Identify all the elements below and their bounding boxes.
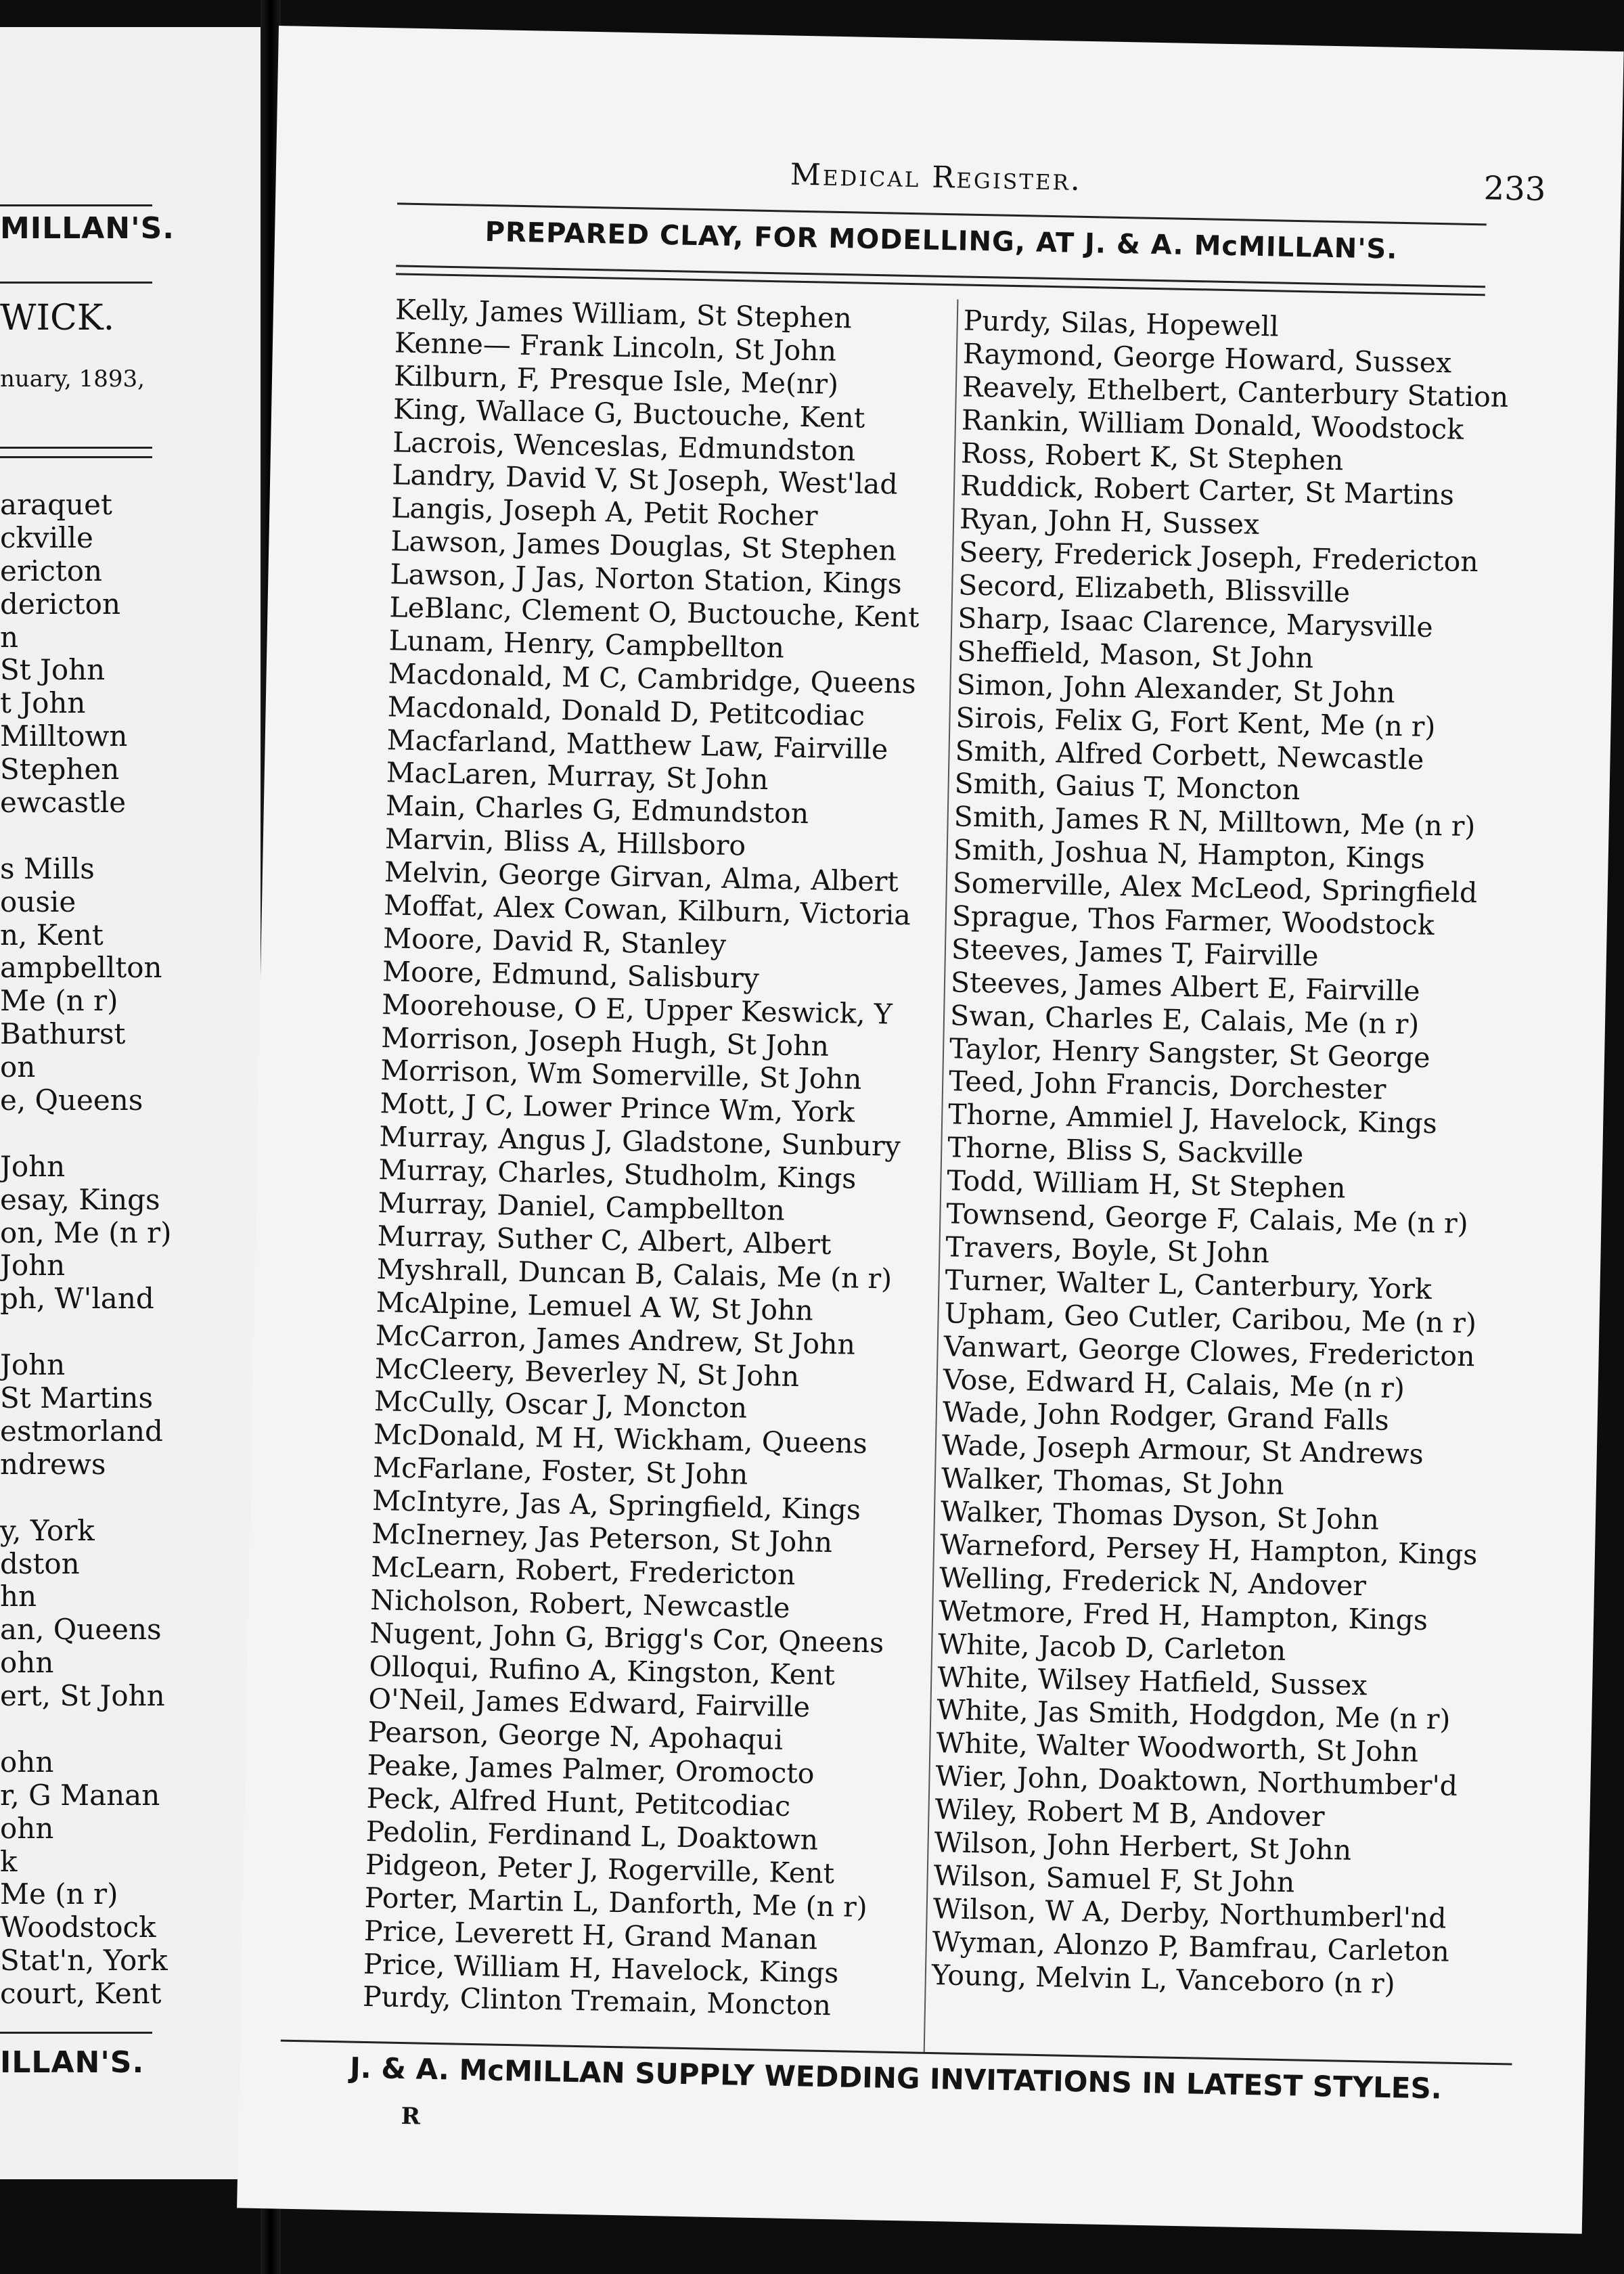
register-entry: Townsend, George F, Calais, Me (n r): [946, 1197, 1469, 1241]
register-entry: O'Neil, James Edward, Fairville: [368, 1682, 811, 1724]
left-page-line: n, Kent: [0, 918, 104, 952]
left-rule-upper: [0, 447, 152, 449]
register-entry: Sharp, Isaac Clarence, Marysville: [957, 602, 1434, 644]
left-page-line: e, Queens: [0, 1084, 143, 1117]
left-page-line: John: [0, 1149, 66, 1183]
register-entry: Peck, Alfred Hunt, Petitcodiac: [366, 1782, 791, 1823]
left-page-line: dericton: [0, 587, 120, 621]
register-entry: Murray, Charles, Studholm, Kings: [378, 1153, 857, 1195]
left-rule-lower: [0, 456, 152, 458]
left-top-rule: [0, 204, 152, 206]
register-entry: Walker, Thomas, St John: [941, 1462, 1285, 1502]
register-entry: Vose, Edward H, Calais, Me (n r): [943, 1362, 1405, 1404]
left-page-line: ampbellton: [0, 951, 162, 985]
register-entry: Pearson, George N, Apohaqui: [367, 1716, 784, 1757]
register-entry: Steeves, James T, Fairville: [951, 933, 1320, 973]
register-entry: Upham, Geo Cutler, Caribou, Me (n r): [944, 1296, 1477, 1340]
register-entry: McAlpine, Lemuel A W, St John: [376, 1285, 814, 1327]
left-page-line: araquet: [0, 488, 112, 521]
left-page-line: t John: [0, 686, 86, 720]
left-page-line: y, York: [0, 1513, 95, 1547]
register-entry: Nugent, John G, Brigg's Cor, Qneens: [369, 1616, 884, 1659]
top-advertisement: PREPARED CLAY, FOR MODELLING, AT J. & A. McMILLAN'S.: [484, 216, 1398, 265]
register-column-left: [363, 293, 957, 2024]
register-entry: Landry, David V, St Joseph, West'lad: [391, 458, 899, 501]
register-entry: Murray, Angus J, Gladstone, Sunbury: [379, 1120, 901, 1163]
register-entry: Porter, Martin L, Danforth, Me (n r): [364, 1881, 868, 1923]
left-page-line: ph, W'land: [0, 1282, 154, 1316]
left-page-line: ewcastle: [0, 786, 127, 820]
register-entry: LeBlanc, Clement O, Buctouche, Kent: [389, 591, 920, 634]
left-page-line: ohn: [0, 1646, 54, 1680]
register-entry: Nicholson, Robert, Newcastle: [369, 1583, 790, 1624]
left-page-line: John: [0, 1348, 66, 1382]
register-entry: Travers, Boyle, St John: [945, 1230, 1270, 1270]
register-entry: Simon, John Alexander, St John: [956, 668, 1396, 709]
register-entry: Peake, James Palmer, Oromocto: [367, 1749, 815, 1790]
register-entry: Kilburn, F, Presque Isle, Me(nr): [393, 359, 839, 401]
left-page-line: Me (n r): [0, 1877, 118, 1911]
register-entry: Macdonald, Donald D, Petitcodiac: [387, 690, 865, 732]
register-entry: Moorehouse, O E, Upper Keswick, Y: [381, 987, 893, 1031]
register-entry: Moffat, Alex Cowan, Kilburn, Victoria: [383, 889, 911, 932]
register-entry: Teed, John Francis, Dorchester: [948, 1065, 1386, 1107]
register-entry: Wyman, Alonzo P, Bamfrau, Carleton: [932, 1925, 1450, 1968]
register-entry: Moore, Edmund, Salisbury: [382, 955, 760, 995]
register-entry: McInerney, Jas Peterson, St John: [371, 1517, 833, 1559]
register-entry: Pedolin, Ferdinand L, Doaktown: [365, 1814, 819, 1856]
left-page-line: Me (n r): [0, 984, 118, 1018]
register-entry: McLearn, Robert, Fredericton: [370, 1550, 796, 1591]
left-page-lines: [0, 489, 261, 2011]
signature-mark: R: [401, 2103, 421, 2131]
register-entry: Sirois, Felix G, Fort Kent, Me (n r): [955, 701, 1436, 743]
register-entry: Rankin, William Donald, Woodstock: [961, 403, 1464, 446]
register-entry: Lacrois, Wenceslas, Edmundston: [392, 425, 856, 468]
register-entry: Thorne, Ammiel J, Havelock, Kings: [947, 1098, 1438, 1140]
register-entry: Raymond, George Howard, Sussex: [962, 337, 1452, 380]
register-entry: Price, William H, Havelock, Kings: [363, 1947, 839, 1989]
register-entry: Smith, James R N, Milltown, Me (n r): [953, 800, 1476, 843]
register-entry: Murray, Suther C, Albert, Albert: [377, 1220, 832, 1261]
left-page-line: ert, St John: [0, 1679, 165, 1713]
register-entry: Lawson, James Douglas, St Stephen: [390, 525, 897, 567]
left-page-line: n: [0, 620, 19, 654]
left-page-line: an, Queens: [0, 1613, 162, 1647]
register-entry: McFarlane, Foster, St John: [372, 1451, 748, 1491]
register-entry: Warneford, Persey H, Hampton, Kings: [939, 1528, 1478, 1571]
left-footer-rule: [0, 2032, 152, 2034]
register-entry: Purdy, Clinton Tremain, Moncton: [362, 1980, 832, 2022]
register-entry: Purdy, Silas, Hopewell: [963, 304, 1280, 343]
register-entry: Wiley, Robert M B, Andover: [934, 1793, 1325, 1833]
register-entry: MacLaren, Murray, St John: [386, 756, 769, 797]
register-entry: Sheffield, Mason, St John: [956, 635, 1314, 675]
left-header-rule: [0, 282, 152, 284]
register-entry: Melvin, George Girvan, Alma, Albert: [384, 855, 899, 898]
register-entry: Lawson, J Jas, Norton Station, Kings: [390, 558, 903, 600]
register-entry: White, Jas Smith, Hodgdon, Me (n r): [936, 1693, 1451, 1737]
register-entry: White, Walter Woodworth, St John: [936, 1726, 1419, 1769]
left-date-line: nuary, 1893,: [0, 365, 145, 393]
left-page-line: St Martins: [0, 1381, 154, 1415]
left-page-line: ohn: [0, 1745, 54, 1779]
register-entry: Olloqui, Rufino A, Kingston, Kent: [369, 1649, 836, 1691]
register-entry: Turner, Walter L, Canterbury, York: [945, 1264, 1433, 1306]
register-entry: Somerville, Alex McLeod, Springfield: [952, 866, 1478, 910]
register-entry: Price, Leverett H, Grand Manan: [363, 1914, 818, 1956]
left-page-line: ousie: [0, 885, 76, 918]
register-entry: Morrison, Joseph Hugh, St John: [380, 1021, 830, 1063]
left-page-line: Milltown: [0, 719, 128, 753]
left-page-line: ckville: [0, 520, 93, 554]
left-page-line: k: [0, 1844, 18, 1878]
right-page: [237, 26, 1624, 2234]
left-running-ad-header: MILLAN'S.: [0, 211, 175, 246]
left-footer-ad: ILLAN'S.: [0, 2045, 145, 2080]
register-entry: Macdonald, M C, Cambridge, Queens: [388, 657, 917, 700]
left-page-line: estmorland: [0, 1414, 163, 1448]
register-entry: Macfarland, Matthew Law, Fairville: [386, 723, 888, 766]
left-page-line: r, G Manan: [0, 1778, 160, 1812]
register-entry: Wade, Joseph Armour, St Andrews: [941, 1429, 1424, 1471]
register-entry: Morrison, Wm Somerville, St John: [380, 1054, 862, 1096]
register-entry: Seery, Frederick Joseph, Fredericton: [958, 535, 1479, 579]
register-entry: King, Wallace G, Buctouche, Kent: [392, 393, 865, 434]
register-entry: Smith, Joshua N, Hampton, Kings: [953, 833, 1426, 875]
left-page-line: dston: [0, 1546, 80, 1580]
left-page-fragment: [0, 27, 261, 2179]
bottom-advertisement: J. & A. McMILLAN SUPPLY WEDDING INVITATIONS IN LATEST STYLES.: [349, 2051, 1443, 2105]
register-entry: McCarron, James Andrew, St John: [375, 1318, 856, 1361]
register-entry: Swan, Charles E, Calais, Me (n r): [949, 999, 1420, 1041]
register-entry: Steeves, James Albert E, Fairville: [950, 966, 1421, 1008]
register-entry: McCully, Oscar J, Moncton: [374, 1385, 748, 1425]
register-entry: Main, Charles G, Edmundston: [385, 789, 809, 830]
register-entry: McIntyre, Jas A, Springfield, Kings: [371, 1484, 861, 1526]
register-entry: White, Jacob D, Carleton: [937, 1627, 1286, 1667]
register-entry: Wilson, Samuel F, St John: [933, 1858, 1295, 1899]
left-page-line: St John: [0, 653, 106, 687]
register-entry: Walker, Thomas Dyson, St John: [940, 1495, 1380, 1536]
left-page-line: esay, Kings: [0, 1182, 160, 1216]
left-page-line: [0, 1481, 261, 1515]
register-entry: Ruddick, Robert Carter, St Martins: [960, 469, 1455, 512]
register-entry: Lunam, Henry, Campbellton: [388, 624, 785, 665]
register-entry: Wade, John Rodger, Grand Falls: [942, 1396, 1390, 1437]
register-entry: Murray, Daniel, Campbellton: [378, 1186, 786, 1227]
left-page-line: [0, 1713, 261, 1746]
left-page-line: Stephen: [0, 753, 120, 786]
register-entry: Vanwart, George Clowes, Fredericton: [943, 1329, 1475, 1373]
left-page-line: court, Kent: [0, 1977, 162, 2011]
left-page-line: [0, 1316, 261, 1349]
left-page-line: ericton: [0, 554, 103, 587]
left-page-line: ndrews: [0, 1447, 106, 1481]
left-page-line: Stat'n, York: [0, 1944, 168, 1978]
running-head: Medical Register.: [790, 157, 1083, 198]
left-page-line: [0, 1117, 261, 1151]
register-entry: Pidgeon, Peter J, Rogerville, Kent: [365, 1848, 835, 1890]
register-entry: Thorne, Bliss S, Sackville: [947, 1131, 1304, 1171]
left-section-title: WICK.: [0, 298, 115, 338]
left-page-line: John: [0, 1249, 66, 1283]
left-page-line: on, Me (n r): [0, 1216, 172, 1249]
register-entry: Reavely, Ethelbert, Canterbury Station: [962, 370, 1509, 414]
left-page-line: s Mills: [0, 851, 95, 885]
left-page-line: Bathurst: [0, 1017, 126, 1051]
left-page-line: Woodstock: [0, 1911, 156, 1944]
register-entry: Smith, Gaius T, Moncton: [954, 767, 1301, 807]
register-entry: Kenne— Frank Lincoln, St John: [394, 326, 837, 367]
left-page-line: on: [0, 1050, 36, 1084]
register-entry: Langis, Joseph A, Petit Rocher: [390, 491, 818, 533]
register-entry: Todd, William H, St Stephen: [946, 1164, 1346, 1205]
register-entry: Taylor, Henry Sangster, St George: [949, 1031, 1430, 1074]
left-page-line: [0, 820, 261, 853]
left-page-line: hn: [0, 1580, 37, 1613]
register-entry: Smith, Alfred Corbett, Newcastle: [955, 734, 1424, 776]
register-entry: McDonald, M H, Wickham, Queens: [373, 1418, 868, 1461]
register-entry: Kelly, James William, St Stephen: [394, 293, 853, 335]
register-entry: Young, Melvin L, Vanceboro (n r): [931, 1958, 1396, 2000]
register-entry: Sprague, Thos Farmer, Woodstock: [951, 899, 1435, 942]
register-column-right: [931, 305, 1573, 2003]
register-entry: Ryan, John H, Sussex: [959, 502, 1260, 541]
left-page-line: ohn: [0, 1811, 54, 1845]
register-entry: Welling, Frederick N, Andover: [939, 1561, 1367, 1603]
register-entry: Wetmore, Fred H, Hampton, Kings: [938, 1594, 1428, 1636]
register-entry: Secord, Elizabeth, Blissville: [957, 568, 1351, 609]
register-entry: Ross, Robert K, St Stephen: [960, 437, 1344, 476]
register-entry: Mott, J C, Lower Prince Wm, York: [379, 1087, 855, 1130]
register-entry: Wilson, W A, Derby, Northumberl'nd: [932, 1892, 1447, 1935]
register-entry: McCleery, Beverley N, St John: [374, 1352, 800, 1393]
register-entry: Moore, David R, Stanley: [382, 922, 727, 961]
register-entry: White, Wilsey Hatfield, Sussex: [937, 1660, 1368, 1701]
page-number: 233: [1483, 169, 1546, 208]
register-entry: Marvin, Bliss A, Hillsboro: [384, 822, 746, 862]
register-entry: Wilson, John Herbert, St John: [934, 1826, 1352, 1867]
register-entry: Myshrall, Duncan B, Calais, Me (n r): [376, 1252, 893, 1295]
register-entry: Wier, John, Doaktown, Northumber'd: [935, 1760, 1458, 1803]
